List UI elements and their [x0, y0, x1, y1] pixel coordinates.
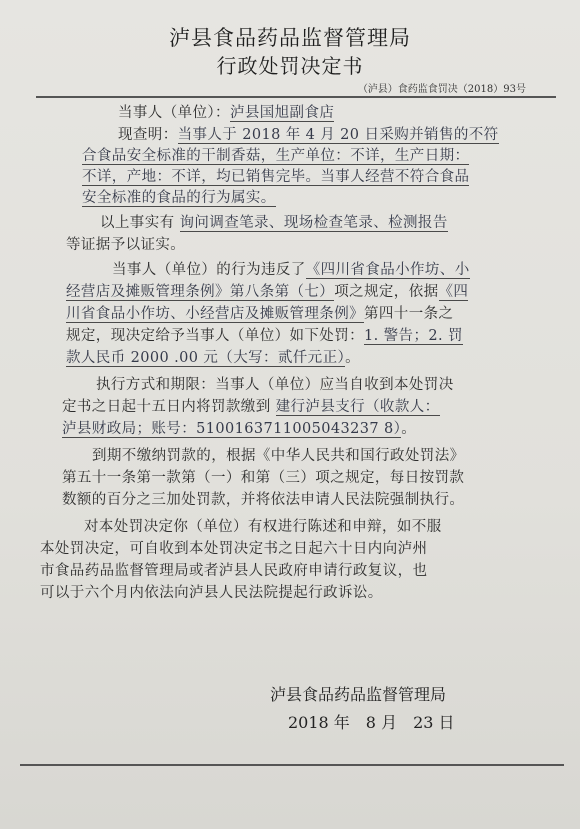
appeal-line-2: 本处罚决定，可自收到本处罚决定书之日起六十日内向泸州 [40, 541, 428, 557]
party-line [118, 104, 334, 122]
payment-line-3 [62, 420, 416, 438]
party-name: 泸县国旭副食店 [229, 105, 335, 121]
appeal-line-1: 对本处罚决定你（单位）有权进行陈述和申辩，如不服 [84, 519, 442, 535]
basis-fill-2: 川省食品小作坊、小经营店及摊贩管理条例》 [66, 306, 364, 322]
party-label: 当事人（单位）： [118, 105, 230, 121]
findings-fill-1: 当事人于 2018 年 4 月 20 日采购并销售的不符 [177, 127, 499, 143]
regulation-article: 经营店及摊贩管理条例》第八条第（七） [66, 284, 335, 300]
evidence-label: 以上事实有 [100, 215, 175, 231]
basis-article: 第四十一条之 [364, 306, 454, 322]
header-rule [36, 96, 556, 98]
evidence-fill: 询问调查笔录、现场检查笔录、检测报告 [179, 215, 448, 231]
payment-bank: 建行泸县支行（收款人： [275, 399, 440, 415]
signature-agency: 泸县食品药品监督管理局 [270, 685, 447, 704]
document-number: （泸县）食药监食罚决（2018）93号 [357, 84, 526, 95]
evidence-line-2: 等证据予以证实。 [66, 237, 186, 253]
basis-fill-1: 《四 [438, 284, 469, 300]
payment-label: 定书之日起十五日内将罚款缴到 [62, 399, 271, 415]
period: 。 [345, 350, 361, 366]
findings-fill-4: 安全标准的食品的行为属实。 [82, 190, 276, 206]
overdue-line-2: 第五十一条第一款第（一）和第（三）项之规定，每日按罚款 [62, 470, 465, 486]
findings-line-4 [82, 189, 276, 207]
agency-title: 泸县食品药品监督管理局 [169, 26, 411, 50]
penalty-label: 规定，现决定给予当事人（单位）如下处罚： [66, 328, 364, 344]
violation-mid-text: 项之规定，依据 [334, 284, 439, 300]
violation-line-2 [66, 283, 468, 301]
overdue-line-3: 数额的百分之三加处罚款，并将依法申请人民法院强制执行。 [62, 492, 465, 508]
document-title: 行政处罚决定书 [216, 54, 364, 78]
violation-line-1 [112, 261, 470, 279]
overdue-line-1: 到期不缴纳罚款的，根据《中华人民共和国行政处罚法》 [92, 448, 465, 464]
findings-line-2 [82, 147, 469, 165]
findings-line-1 [118, 126, 499, 144]
payment-line-1: 执行方式和期限：当事人（单位）应当自收到本处罚决 [96, 377, 454, 393]
findings-line-3 [82, 168, 469, 186]
violation-line-4 [66, 327, 463, 345]
findings-label: 现查明： [118, 127, 178, 143]
violation-line-3 [66, 305, 453, 323]
findings-fill-3: 不详，产地：不详，均已销售完毕。当事人经营不符合食品 [82, 169, 470, 185]
regulation-fill-1: 《四川省食品小作坊、小 [305, 262, 470, 278]
violation-line-5 [66, 349, 360, 367]
evidence-line-1 [100, 214, 448, 232]
payment-line-2 [62, 398, 440, 416]
violation-label: 当事人（单位）的行为违反了 [112, 262, 306, 278]
fine-amount: 款人民币 2000 .00 元（大写：贰仟元正） [66, 350, 346, 366]
findings-fill-2: 合食品安全标准的干制香菇，生产单位：不详，生产日期： [82, 148, 470, 164]
penalty-fill-1: 1. 警告；2. 罚 [364, 328, 463, 344]
signature-date: 2018 年 8 月 23 日 [288, 713, 455, 732]
appeal-line-3: 市食品药品监督管理局或者泸县人民政府申请行政复议，也 [40, 563, 428, 579]
period: 。 [401, 421, 417, 437]
footer-rule [20, 764, 564, 766]
payment-account: 泸县财政局；账号：5100163711005043237 8） [62, 421, 402, 437]
appeal-line-4: 可以于六个月内依法向泸县人民法院提起行政诉讼。 [40, 585, 383, 601]
